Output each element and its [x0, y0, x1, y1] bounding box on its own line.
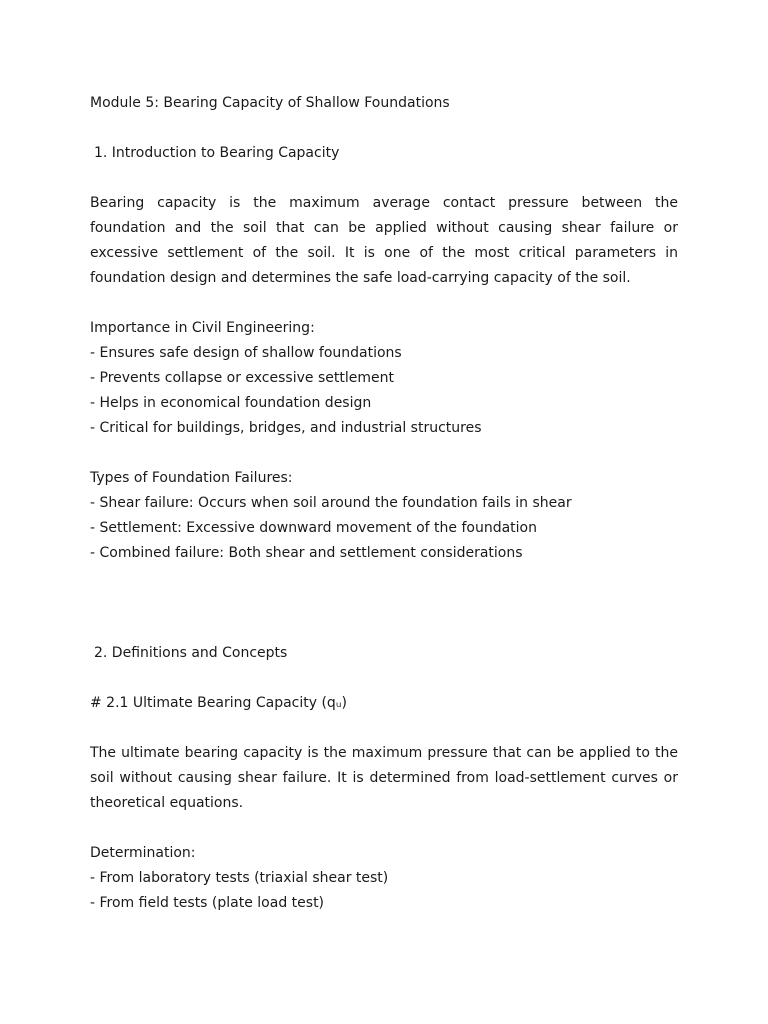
spacer: [90, 116, 678, 141]
list-item: - Shear failure: Occurs when soil around the foundation fails in shear: [90, 495, 572, 511]
list-item: - Critical for buildings, bridges, and industrial structures: [90, 420, 482, 436]
section-2-paragraph: The ultimate bearing capacity is the maximum pressure that can be applied to the soil without causing shear failure. It is determined from load-settlement curves or theoretical equations.: [90, 745, 678, 811]
module-title: Module 5: Bearing Capacity of Shallow Foundations: [90, 95, 450, 111]
spacer: [90, 666, 678, 691]
importance-title: Importance in Civil Engineering:: [90, 320, 315, 336]
spacer: [90, 291, 678, 316]
section-1-paragraph: Bearing capacity is the maximum average contact pressure between the foundation and the soil that can be applied without causing shear failure or excessive settlement of the soil. It is one of the most critical parameters in foundation design and determines the safe load-carrying capacity of the soil.: [90, 195, 678, 286]
list-item: - From field tests (plate load test): [90, 895, 325, 911]
spacer: [90, 716, 678, 741]
list-item: - From laboratory tests (triaxial shear test): [90, 870, 389, 886]
section-1-heading: 1. Introduction to Bearing Capacity: [94, 145, 340, 161]
list-item: - Combined failure: Both shear and settlement considerations: [90, 545, 523, 561]
spacer: [90, 166, 678, 191]
spacer: [90, 816, 678, 841]
list-item: - Helps in economical foundation design: [90, 395, 372, 411]
section-2-1-subheading: # 2.1 Ultimate Bearing Capacity (qᵤ): [90, 695, 347, 711]
list-item: - Prevents collapse or excessive settlement: [90, 370, 394, 386]
section-2-heading: 2. Definitions and Concepts: [94, 645, 288, 661]
spacer: [90, 441, 678, 466]
determination-title: Determination:: [90, 845, 196, 861]
list-item: - Ensures safe design of shallow foundations: [90, 345, 402, 361]
spacer: [90, 566, 678, 641]
failures-title: Types of Foundation Failures:: [90, 470, 293, 486]
list-item: - Settlement: Excessive downward movement of the foundation: [90, 520, 537, 536]
